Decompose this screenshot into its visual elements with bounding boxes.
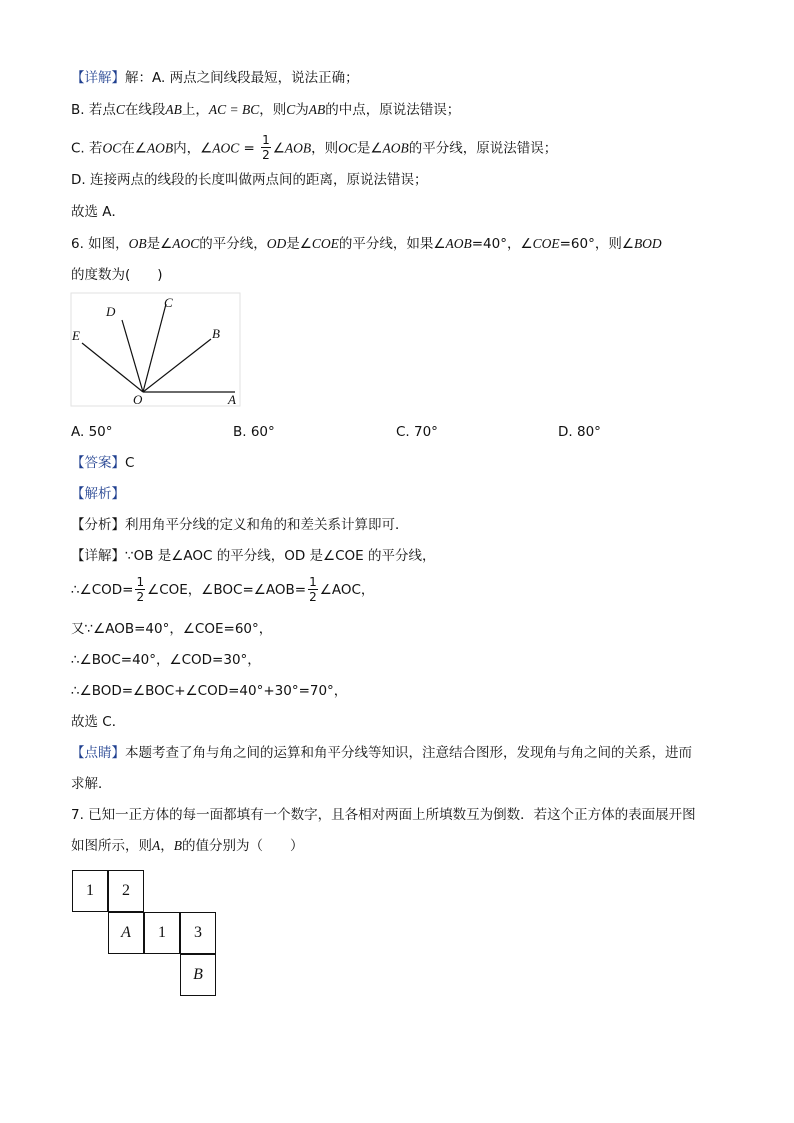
q6-detail-line1: 【详解】∵OB 是∠AOC 的平分线，OD 是∠COE 的平分线， (71, 548, 436, 564)
q6-detail-line3: 又∵∠AOB=40°，∠COE=60°， (71, 621, 273, 637)
detail-tag: 【详解】 (71, 70, 125, 86)
q6-stem-line1: 6. 如图，OB是∠AOC的平分线，OD是∠COE的平分线，如果∠AOB=40°，∠COE=60°，则∠BOD (71, 236, 662, 252)
q5-choose-line: 故选 A． (71, 204, 126, 220)
label-e: E (72, 328, 80, 343)
q6-options (71, 423, 671, 441)
label-d: D (106, 304, 116, 319)
q5-option-c-line: C. 若OC在∠AOB内，∠AOC = $\frac{1}{2}$ ∠AOB，则OC是∠AOB的平分线，原说法错误； (71, 133, 558, 162)
angle-figure (70, 292, 242, 408)
q5-detail-line: 【详解】解：A. 两点之间线段最短，说法正确； (71, 70, 359, 86)
q7-stem-line2: 如图所示，则A，B的值分别为（ ） (71, 838, 304, 854)
net-cell: 1 (144, 912, 180, 954)
dianjing-line1: 【点睛】本题考查了角与角之间的运算和角平分线等知识，注意结合图形，发现角与角之间的关系，进而 (71, 745, 692, 761)
q6-choose-line: 故选 C． (71, 714, 126, 730)
q7-stem-line1: 7. 已知一正方体的每一面都填有一个数字，且各相对两面上所填数互为倒数．若这个正方体的表面展开图 (71, 807, 696, 823)
option-b[interactable]: B. 60° (233, 424, 275, 440)
option-d[interactable]: D. 80° (558, 424, 601, 440)
net-cell: 2 (108, 870, 144, 912)
net-cell: B (180, 954, 216, 996)
net-cell: 3 (180, 912, 216, 954)
option-a[interactable]: A. 50° (71, 424, 113, 440)
label-c: C (164, 295, 173, 310)
cube-net (72, 870, 222, 1002)
fraction-half: $\frac{1}{2}$ (262, 133, 270, 162)
option-c[interactable]: C. 70° (396, 424, 438, 440)
fenxi-line: 【分析】利用角平分线的定义和角的和差关系计算即可． (71, 517, 409, 533)
label-o: O (133, 392, 143, 407)
q6-detail-line5: ∴∠BOD=∠BOC+∠COD=40°+30°=70°， (71, 683, 348, 699)
dianjing-line2: 求解． (71, 776, 112, 792)
net-cell: A (108, 912, 144, 954)
net-cell: 1 (72, 870, 108, 912)
q5-option-d-line: D. 连接两点的线段的长度叫做两点间的距离，原说法错误； (71, 172, 428, 188)
label-b: B (212, 326, 220, 341)
analysis-line: 【解析】 (71, 486, 125, 502)
label-a: A (228, 392, 236, 407)
answer-line: 【答案】C (71, 455, 135, 471)
q5-option-b-line: B. 若点C在线段AB上，AC = BC，则C为AB的中点，原说法错误； (71, 102, 461, 118)
q6-stem-line2: 的度数为( ) (71, 267, 163, 283)
q6-detail-line4: ∴∠BOC=40°，∠COD=30°， (71, 652, 261, 668)
q6-detail-line2: ∴∠COD= $\frac{1}{2}$ ∠COE，∠BOC=∠AOB= $\frac{1}{2}$ ∠AOC， (71, 574, 375, 604)
